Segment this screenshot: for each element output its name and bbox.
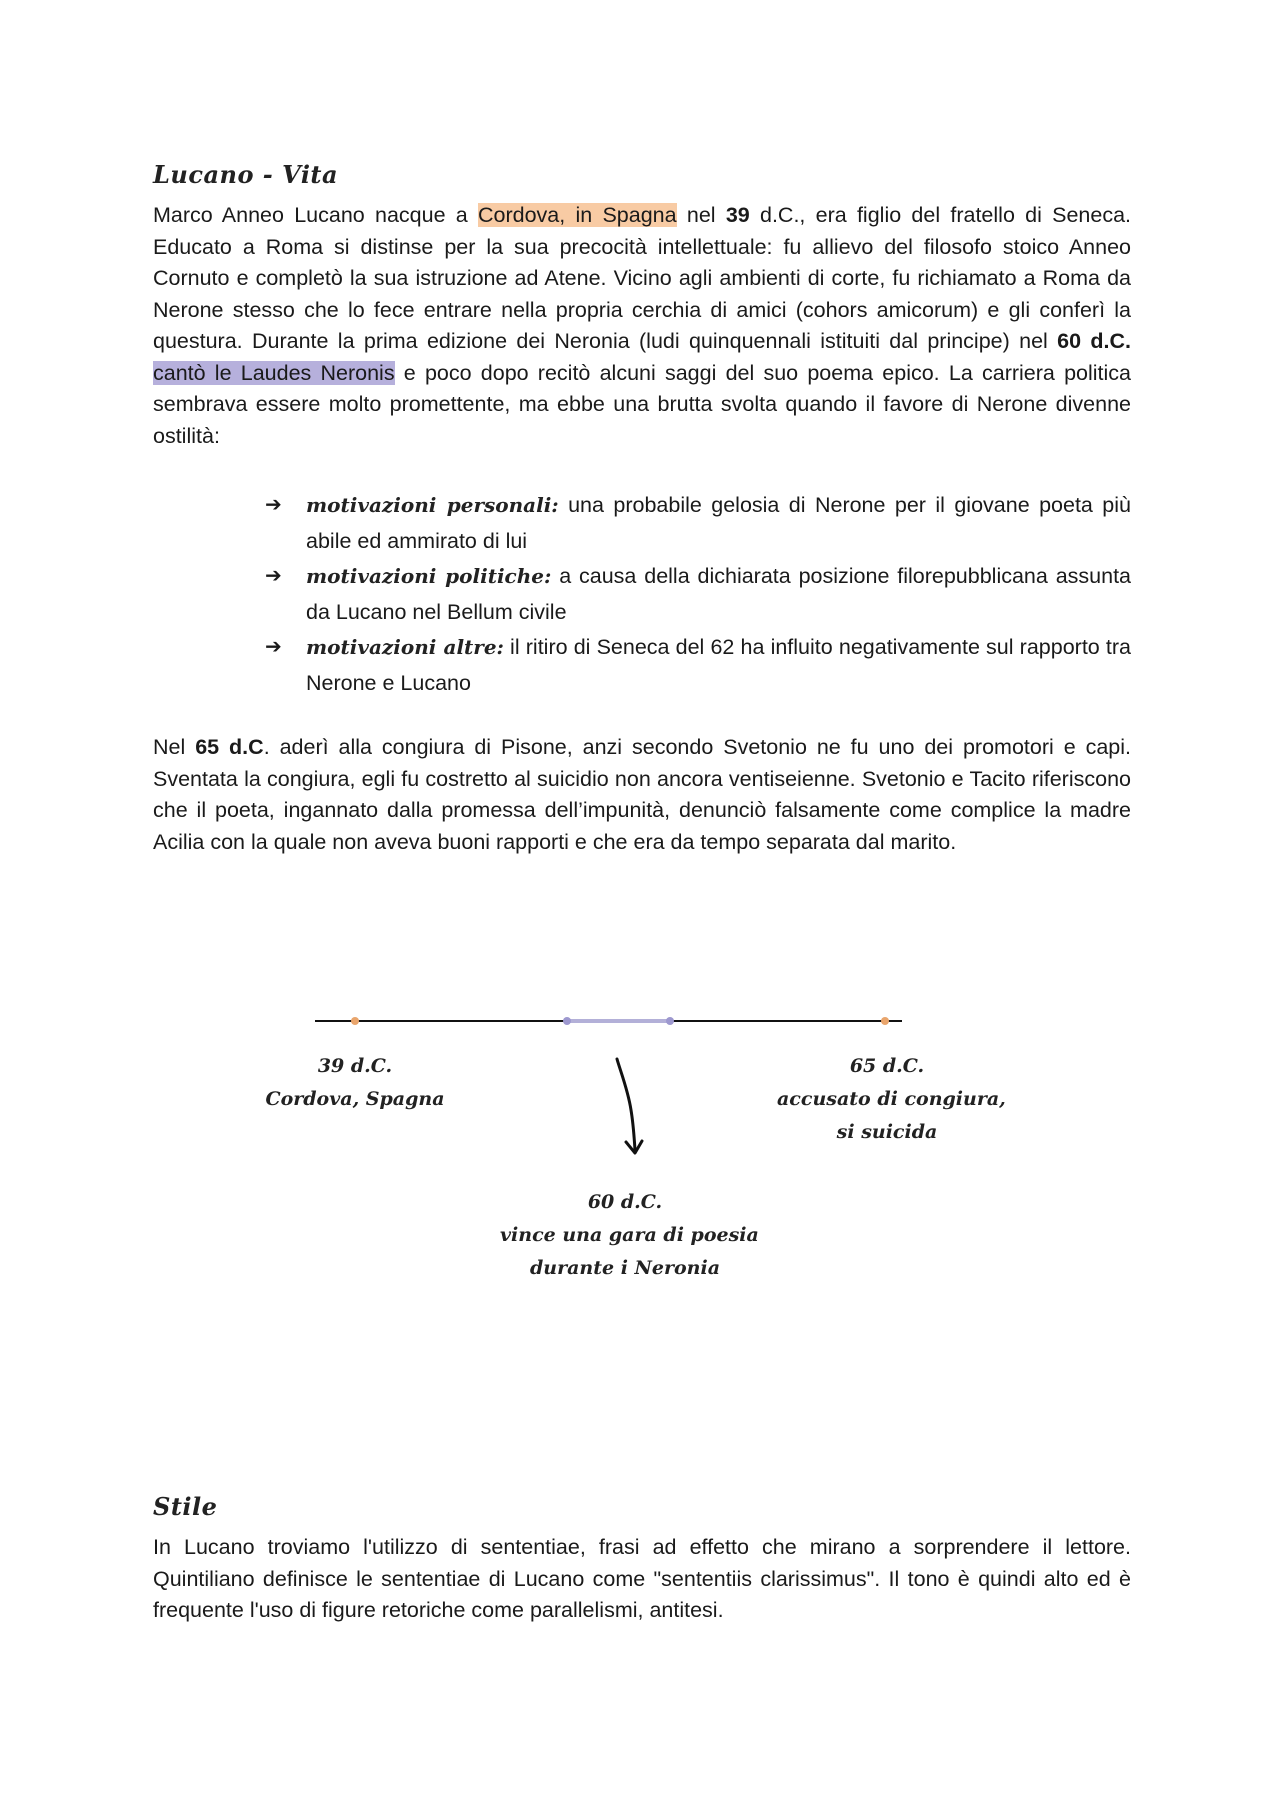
paragraph-style: In Lucano troviamo l'utilizzo di sententiae, frasi ad effetto che mirano a sorprendere il lettore. Quintiliano definisce le sententiae di Lucano come "sententiis clarissimus". Il tono è quindi alto ed è frequente l'uso di figure retoriche come parallelismi, antitesi.	[153, 1535, 1131, 1622]
timeline-event-60	[500, 1186, 759, 1285]
text-run: e poco dopo recitò alcuni saggi del suo poema epico. La carriera politica sembrava essere molto promettente, ma ebbe una brutta svolta quando il favore di Nerone divenne ostilità:	[153, 360, 1131, 448]
event-date: 65 d.C.	[849, 1055, 925, 1077]
event-desc: accusato di congiura,	[777, 1088, 1006, 1110]
text-run: nel	[676, 203, 726, 227]
arrow-icon: ➔	[265, 565, 282, 587]
bullet-text: una probabile gelosia di Nerone per il giovane poeta più abile ed ammirato di lui	[306, 493, 1131, 553]
section-title-vita: Lucano - Vita	[153, 160, 339, 189]
section-title-stile: Stile	[153, 1492, 218, 1521]
neronia-year: 60 d.C.	[1057, 329, 1131, 353]
birth-year: 39	[725, 203, 750, 227]
timeline-diagram	[265, 1010, 1006, 1310]
event-desc: si suicida	[836, 1121, 938, 1143]
highlight-birthplace: Cordova, in Spagna	[478, 203, 677, 227]
bullet-text: il ritiro di Seneca del 62 ha influito negativamente sul rapporto tra Nerone e Lucano	[306, 635, 1131, 695]
list-item	[265, 559, 1131, 630]
down-arrow-icon	[617, 1059, 635, 1150]
bullet-text: a causa della dichiarata posizione filorepubblicana assunta da Lucano nel Bellum civile	[306, 564, 1131, 624]
text-run: d.C., era figlio del fratello di Seneca. Educato a Roma si distinse per la sua precocità intellettuale: fu allievo del filosofo stoico Anneo Cornuto e completò la sua istruzione ad Atene. Vicino agli ambienti di corte, fu richiamato a Roma da Nerone stesso che lo fece entrare nella propria cerchia di amici (cohors amicorum) e gli conferì la questura. Durante la prima edizione dei Neronia (ludi quinquennali istituiti dal principe) nel	[153, 203, 1132, 353]
text-run: Nel	[153, 735, 196, 759]
list-item	[265, 488, 1131, 559]
arrow-icon: ➔	[265, 636, 282, 658]
event-desc: vince una gara di poesia	[500, 1224, 759, 1246]
timeline-event-39	[265, 1050, 445, 1116]
bullet-label: motivazioni politiche:	[306, 564, 552, 588]
paragraph-conspiracy	[153, 732, 1131, 858]
timeline-dot-65	[881, 1017, 889, 1025]
event-desc: Cordova, Spagna	[265, 1088, 445, 1110]
event-desc: durante i Neronia	[529, 1257, 721, 1279]
paragraph-life	[153, 200, 1131, 452]
bullet-label: motivazioni personali:	[306, 493, 559, 517]
highlight-laudes: cantò le Laudes Neronis	[153, 360, 395, 385]
timeline-dot-neronia-start	[563, 1017, 571, 1025]
arrow-icon: ➔	[265, 494, 282, 516]
motivations-list	[265, 488, 1131, 701]
timeline-event-65	[777, 1050, 1006, 1149]
timeline-dot-39	[351, 1017, 359, 1025]
death-year: 65 d.C	[195, 735, 264, 759]
text-run: Marco Anneo Lucano nacque a	[153, 203, 478, 227]
text-run: . aderì alla congiura di Pisone, anzi secondo Svetonio ne fu uno dei promotori e capi. Sventata la congiura, egli fu costretto al suicidio non ancora ventiseienne. Svetonio e Tacito riferiscono che il poeta, ingannato dalla promessa dell’impunità, denunciò falsamente come complice la madre Acilia con la quale non aveva buoni rapporti e che era da tempo separata dal marito.	[153, 735, 1132, 854]
bullet-label: motivazioni altre:	[306, 635, 504, 659]
event-date: 39 d.C.	[317, 1055, 393, 1077]
list-item	[265, 630, 1131, 701]
timeline-dot-neronia-end	[666, 1017, 674, 1025]
event-date: 60 d.C.	[587, 1191, 663, 1213]
